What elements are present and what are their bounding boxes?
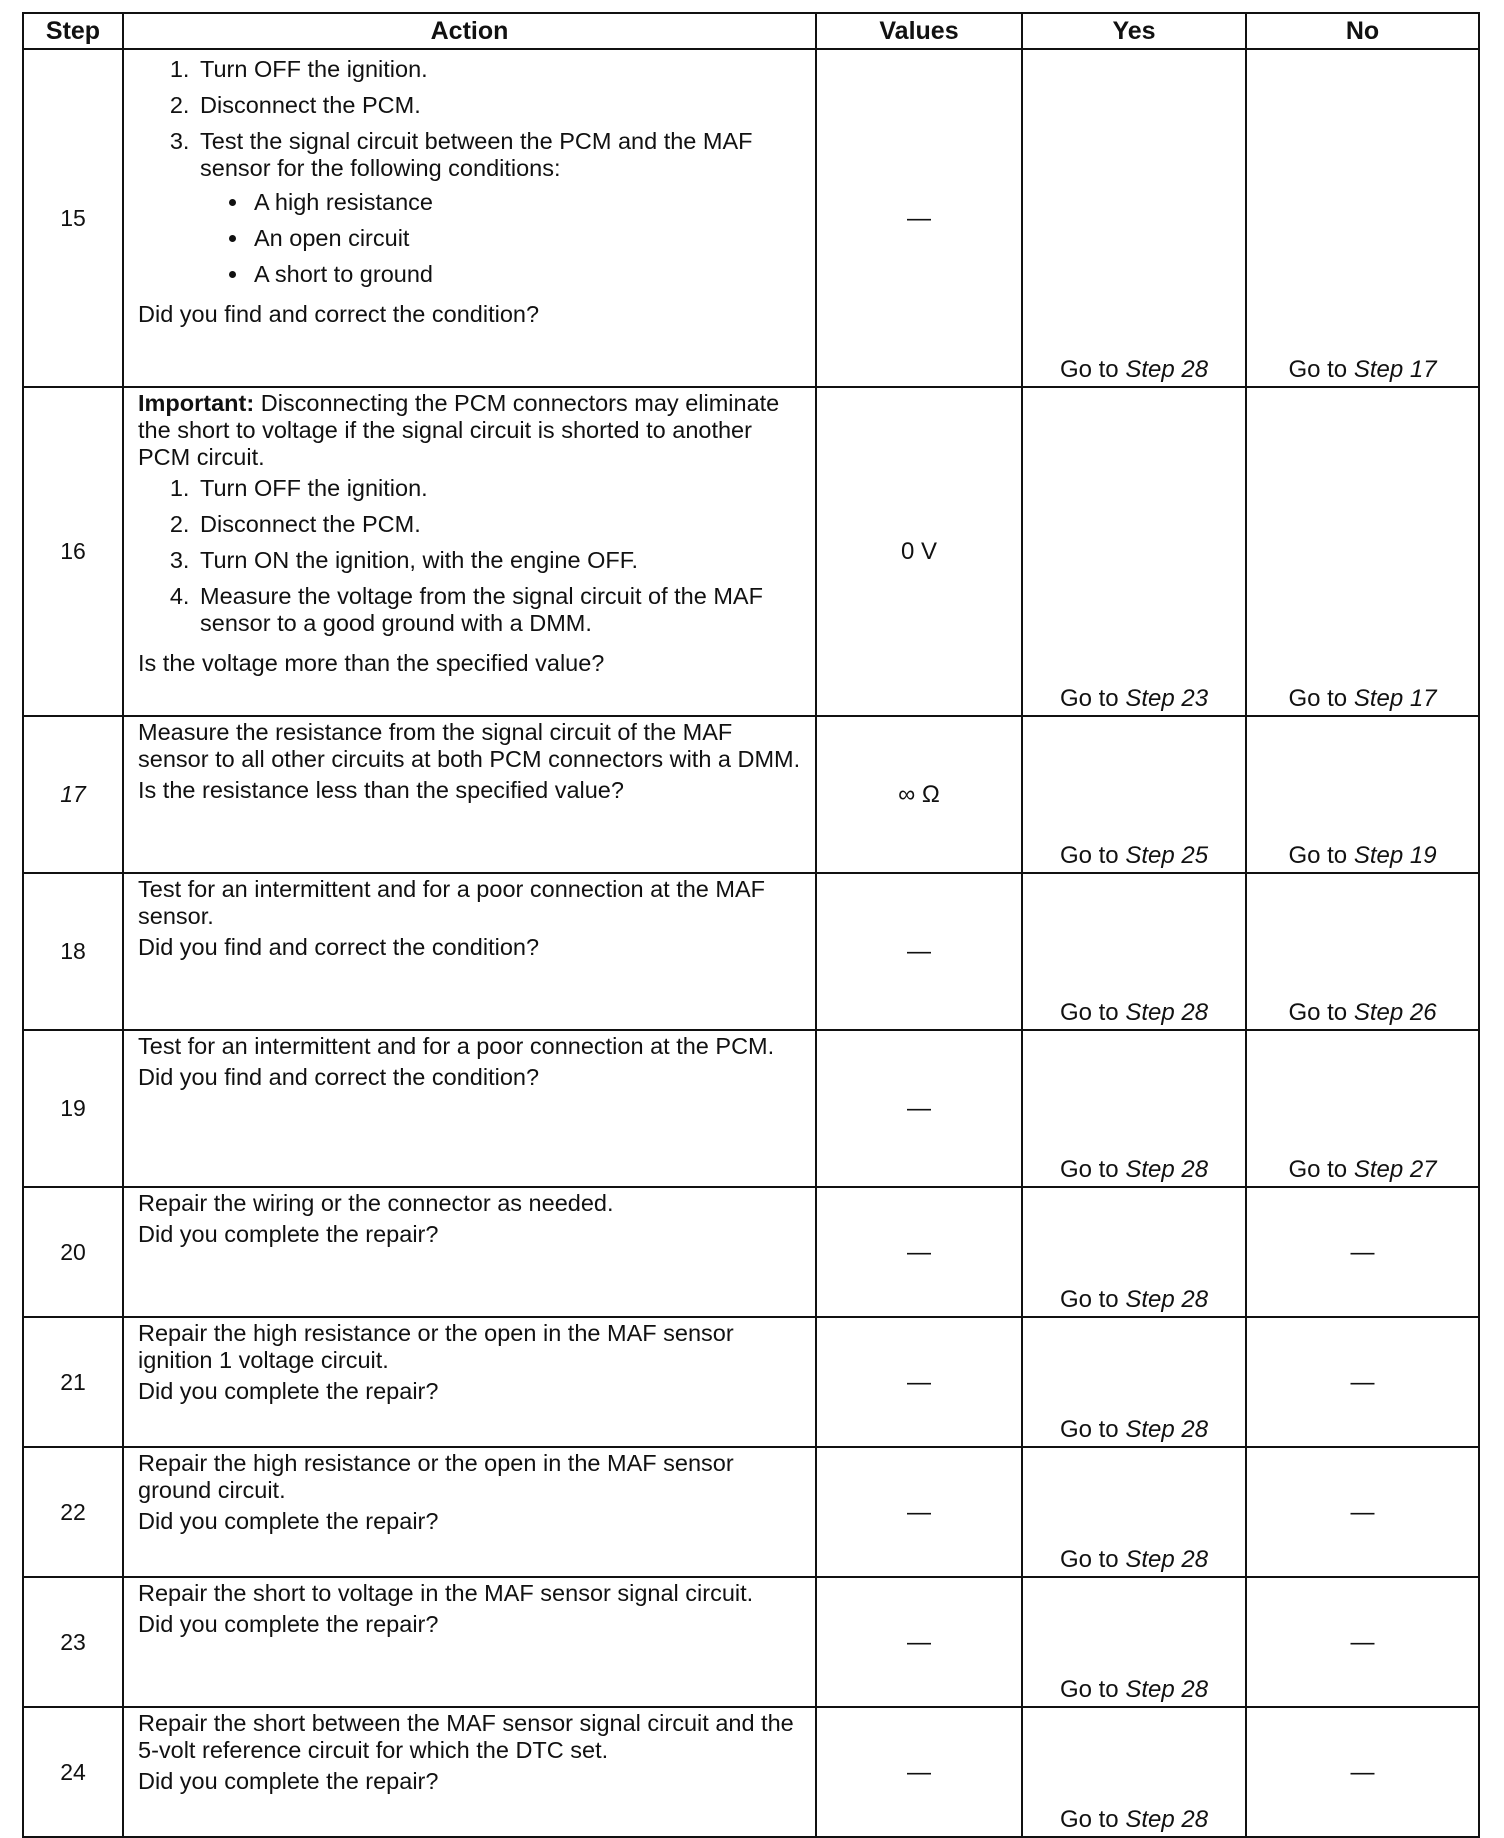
diagnostic-table [22,12,1480,1838]
action-question: Did you complete the repair? [138,1378,439,1404]
goto-text: Go to [1288,1156,1348,1183]
list-item: 1. Turn OFF the ignition. [196,475,801,502]
value-cell: — [816,1317,1022,1447]
action-question: Is the resistance less than the specified value? [138,777,624,803]
table-row [23,49,1479,387]
list-item: 2. Disconnect the PCM. [196,92,801,119]
important-text: Disconnecting the PCM connectors may eliminate the short to voltage if the signal circuit is shorted to another PCM circuit. [138,390,780,470]
step-link[interactable]: Step 25 [1125,842,1209,869]
list-item: 1. Turn OFF the ignition. [196,56,801,83]
value-cell: — [816,1187,1022,1317]
yes-cell [1022,716,1246,873]
table-row [23,387,1479,716]
table-row [23,1447,1479,1577]
value-cell: — [816,1577,1022,1707]
action-instruction: Repair the high resistance or the open in the MAF sensor ignition 1 voltage circuit. [138,1320,734,1373]
value-cell: ∞ Ω [816,716,1022,873]
action-instruction: Repair the short between the MAF sensor signal circuit and the 5-volt reference circuit for which the DTC set. [138,1710,794,1763]
action-cell [123,1030,816,1187]
list-item: 4. Measure the voltage from the signal circuit of the MAF sensor to a good ground with a DMM. [196,583,801,637]
yes-cell [1022,873,1246,1030]
action-instruction: Measure the resistance from the signal circuit of the MAF sensor to all other circuits at both PCM connectors with a DMM. [138,719,801,772]
important-note [138,390,801,471]
action-cell [123,1187,816,1317]
yes-cell [1022,49,1246,387]
no-cell [1246,716,1479,873]
goto-text: Go to [1059,685,1119,712]
action-question: Is the voltage more than the specified value? [138,650,605,676]
step-link[interactable]: Step 26 [1353,999,1437,1026]
goto-text: Go to [1288,356,1348,383]
action-question: Did you complete the repair? [138,1611,439,1637]
step-number: 20 [23,1187,123,1317]
step-link[interactable]: Step 28 [1125,356,1209,383]
bullet-list [200,189,801,288]
step-link[interactable]: Step 28 [1125,1546,1209,1573]
action-cell [123,1577,816,1707]
yes-cell [1022,1707,1246,1837]
action-question: Did you find and correct the condition? [138,934,540,960]
step-link[interactable]: Step 17 [1353,685,1437,712]
step-link[interactable]: Step 28 [1125,999,1209,1026]
step-number: 24 [23,1707,123,1837]
list-item [196,128,801,288]
list-item-text: Test the signal circuit between the PCM and the MAF sensor for the following conditions: [200,128,753,181]
important-label: Important: [138,390,255,416]
goto-text: Go to [1288,842,1348,869]
no-cell [1246,873,1479,1030]
goto-text: Go to [1059,1286,1119,1313]
goto-text: Go to [1059,1546,1119,1573]
action-question: Did you find and correct the condition? [138,301,540,327]
step-link[interactable]: Step 27 [1353,1156,1437,1183]
step-number: 16 [23,387,123,716]
value-cell: — [816,49,1022,387]
yes-cell [1022,1187,1246,1317]
step-number: 23 [23,1577,123,1707]
goto-text: Go to [1059,1676,1119,1703]
table-row [23,1577,1479,1707]
step-link[interactable]: Step 28 [1125,1676,1209,1703]
action-instruction: Test for an intermittent and for a poor connection at the MAF sensor. [138,876,765,929]
step-link[interactable]: Step 28 [1125,1416,1209,1443]
no-cell: — [1246,1707,1479,1837]
goto-text: Go to [1059,1416,1119,1443]
no-cell: — [1246,1447,1479,1577]
step-link[interactable]: Step 19 [1353,842,1437,869]
action-instruction: Repair the short to voltage in the MAF sensor signal circuit. [138,1580,754,1606]
action-instruction: Test for an intermittent and for a poor connection at the PCM. [138,1033,775,1059]
value-cell: — [816,1707,1022,1837]
step-link[interactable]: Step 17 [1353,356,1437,383]
table-row [23,1707,1479,1837]
numbered-list [138,56,801,288]
goto-text: Go to [1059,1806,1119,1833]
yes-cell [1022,1030,1246,1187]
action-question: Did you complete the repair? [138,1508,439,1534]
action-question: Did you find and correct the condition? [138,1064,540,1090]
yes-cell [1022,387,1246,716]
step-number: 15 [23,49,123,387]
no-cell: — [1246,1577,1479,1707]
table-row [23,873,1479,1030]
step-number: 19 [23,1030,123,1187]
action-instruction: Repair the wiring or the connector as needed. [138,1190,614,1216]
action-cell [123,1317,816,1447]
no-cell [1246,387,1479,716]
header-no: No [1246,13,1479,49]
table-row [23,1187,1479,1317]
numbered-list [138,475,801,637]
action-cell [123,49,816,387]
list-item: 2. Disconnect the PCM. [196,511,801,538]
header-action: Action [123,13,816,49]
no-cell: — [1246,1317,1479,1447]
yes-cell [1022,1577,1246,1707]
action-question: Did you complete the repair? [138,1221,439,1247]
action-cell [123,873,816,1030]
table-row [23,716,1479,873]
table-row [23,1030,1479,1187]
action-cell [123,1447,816,1577]
step-number: 22 [23,1447,123,1577]
list-item: 3. Turn ON the ignition, with the engine OFF. [196,547,801,574]
yes-cell [1022,1447,1246,1577]
goto-text: Go to [1059,1156,1119,1183]
table-header-row [23,13,1479,49]
goto-text: Go to [1059,999,1119,1026]
diagnostic-table-page [22,12,1478,1838]
no-cell [1246,1030,1479,1187]
bullet-item: • A short to ground [250,261,801,288]
step-link[interactable]: Step 28 [1125,1806,1209,1833]
action-instruction: Repair the high resistance or the open in the MAF sensor ground circuit. [138,1450,734,1503]
goto-text: Go to [1059,842,1119,869]
table-row [23,1317,1479,1447]
value-cell: — [816,1030,1022,1187]
goto-text: Go to [1288,999,1348,1026]
value-cell: 0 V [816,387,1022,716]
header-values: Values [816,13,1022,49]
step-number: 17 [23,716,123,873]
header-step: Step [23,13,123,49]
action-cell [123,1707,816,1837]
step-number: 21 [23,1317,123,1447]
header-yes: Yes [1022,13,1246,49]
bullet-item: • An open circuit [250,225,801,252]
no-cell: — [1246,1187,1479,1317]
step-link[interactable]: Step 28 [1125,1156,1209,1183]
value-cell: — [816,873,1022,1030]
no-cell [1246,49,1479,387]
action-cell [123,387,816,716]
goto-text: Go to [1059,356,1119,383]
step-number: 18 [23,873,123,1030]
step-link[interactable]: Step 28 [1125,1286,1209,1313]
bullet-item: • A high resistance [250,189,801,216]
goto-text: Go to [1288,685,1348,712]
step-link[interactable]: Step 23 [1125,685,1209,712]
action-cell [123,716,816,873]
yes-cell [1022,1317,1246,1447]
action-question: Did you complete the repair? [138,1768,439,1794]
value-cell: — [816,1447,1022,1577]
